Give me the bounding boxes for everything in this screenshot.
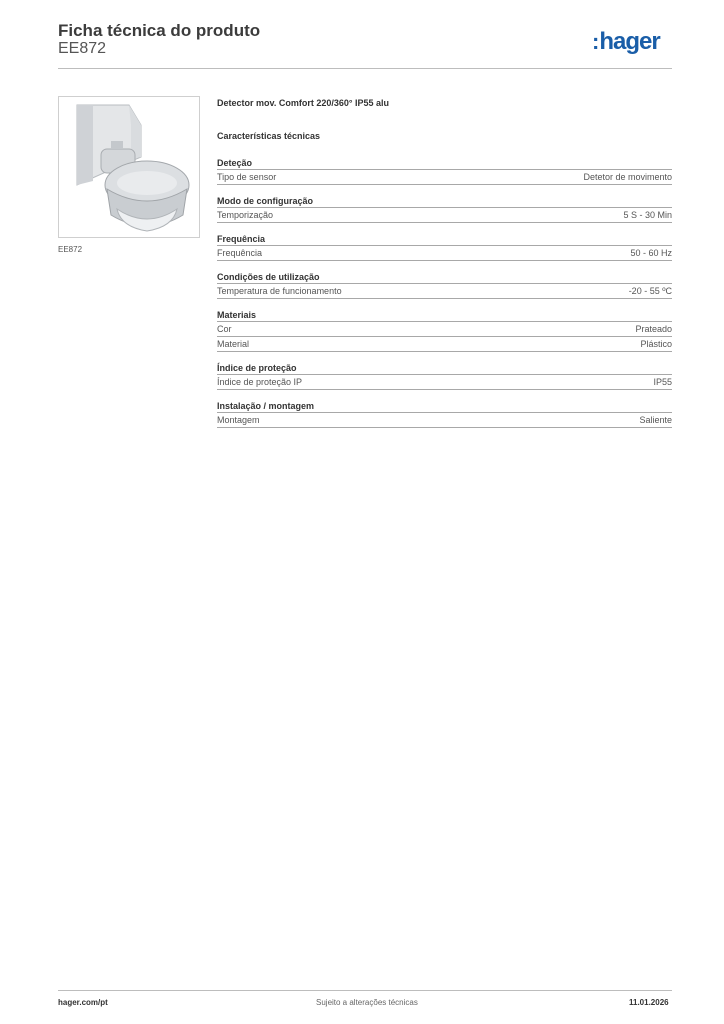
page-title: Ficha técnica do produto [58, 21, 261, 40]
spec-label: Tipo de sensor [217, 172, 277, 182]
group-title: Materiais [217, 309, 672, 322]
footer-website: hager.com/pt [58, 998, 108, 1007]
spec-group-detection [217, 157, 672, 185]
product-code: EE872 [58, 40, 107, 57]
spec-label: Temperatura de funcionamento [217, 286, 342, 296]
header-divider [58, 68, 672, 69]
spec-panel [217, 96, 672, 428]
spec-value: Prateado [635, 324, 672, 334]
product-photo [58, 96, 200, 238]
spec-value: -20 - 55 ºC [628, 286, 672, 296]
spec-row [217, 337, 672, 352]
spec-label: Temporização [217, 210, 274, 220]
footer-divider [58, 990, 672, 991]
spec-value: Detetor de movimento [583, 172, 672, 182]
spec-value: Saliente [639, 415, 672, 425]
spec-group-configuration [217, 195, 672, 223]
group-title: Índice de proteção [217, 362, 672, 375]
spec-group-frequency [217, 233, 672, 261]
section-title: Características técnicas [217, 131, 321, 141]
spec-row [217, 413, 672, 428]
spec-row [217, 208, 672, 223]
spec-value: IP55 [653, 377, 672, 387]
group-title: Modo de configuração [217, 195, 672, 208]
footer-date: 11.01.2026 [629, 998, 669, 1007]
spec-row [217, 246, 672, 261]
logo-text: hager [599, 28, 660, 55]
group-title: Instalação / montagem [217, 400, 672, 413]
spec-group-installation [217, 400, 672, 428]
product-name: Detector mov. Comfort 220/360° IP55 alu [217, 98, 389, 108]
spec-label: Frequência [217, 248, 263, 258]
spec-group-conditions [217, 271, 672, 299]
footer-disclaimer: Sujeito a alterações técnicas [316, 998, 418, 1007]
spec-group-materials [217, 309, 672, 352]
spec-label: Cor [217, 324, 232, 334]
motion-detector-image [59, 97, 199, 237]
spec-label: Índice de proteção IP [217, 377, 303, 387]
spec-value: 50 - 60 Hz [630, 248, 672, 258]
hager-logo: :hager [592, 28, 660, 55]
group-title: Frequência [217, 233, 672, 246]
group-title: Condições de utilização [217, 271, 672, 284]
spec-value: Plástico [640, 339, 672, 349]
spec-row [217, 322, 672, 337]
photo-caption: EE872 [58, 245, 83, 254]
group-title: Deteção [217, 157, 672, 170]
spec-label: Montagem [217, 415, 260, 425]
spec-row [217, 375, 672, 390]
spec-group-protection [217, 362, 672, 390]
spec-row [217, 170, 672, 185]
spec-row [217, 284, 672, 299]
spec-value: 5 S - 30 Min [623, 210, 672, 220]
spec-label: Material [217, 339, 250, 349]
